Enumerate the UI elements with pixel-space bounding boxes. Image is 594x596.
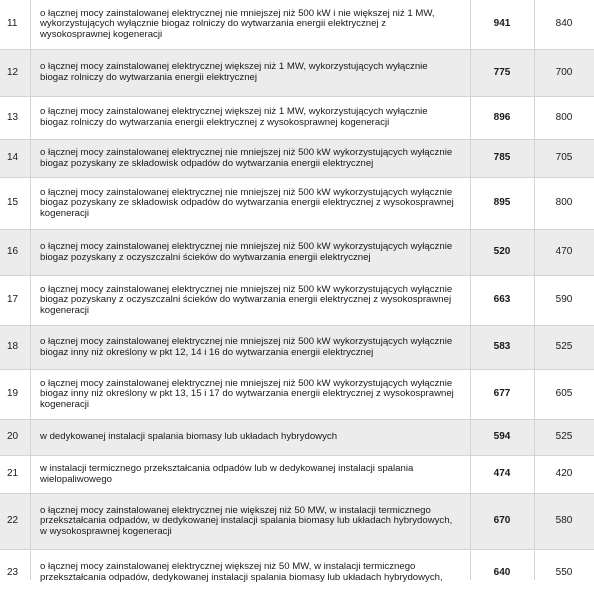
table-row: [0, 50, 594, 97]
max-price: 775: [493, 66, 511, 78]
row-description: o łącznej mocy zainstalowanej elektrycznej nie mniejszej niż 500 kW i nie większej niż 1 MW, wykorzystujących wyłącznie biogaz rolniczy do wytwarzania energii elektrycznej z wysokosprawnej kogeneracji: [40, 7, 435, 40]
max-price: 785: [493, 152, 511, 164]
row-description: o łącznej mocy zainstalowanej elektrycznej większej niż 50 MW, w instalacji termicznego przekształcania odpadów, dedykowanej instalacji spalania biomasy lub układach hybrydowych,: [40, 561, 443, 583]
row-description: o łącznej mocy zainstalowanej elektrycznej nie mniejszej niż 500 kW wykorzystujących wyłącznie biogaz pozyskany z oczyszczalni ścieków do wytwarzania energii elektrycznej z wysokosprawnej kogeneracji: [40, 283, 453, 316]
max-price: 895: [493, 197, 511, 209]
row-number: 19: [7, 388, 19, 400]
reference-price: 800: [555, 197, 573, 209]
max-price: 640: [493, 566, 511, 578]
row-description: o łącznej mocy zainstalowanej elektrycznej nie większej niż 50 MW, w instalacji termicznego przekształcania odpadów, w dedykowanej instalacji spalania biomasy lub układach hybrydowych, w wysokosprawnej kogeneracji: [40, 504, 453, 537]
row-number: 22: [7, 515, 19, 527]
reference-price: 580: [555, 515, 573, 527]
max-price: 474: [493, 468, 511, 480]
row-description: o łącznej mocy zainstalowanej elektrycznej nie mniejszej niż 500 kW wykorzystujących wyłącznie biogaz inny niż określony w pkt 13, 15 i 17 do wytwarzania energii elektrycznej z wysokosprawnej kogeneracji: [40, 377, 454, 410]
max-price: 520: [493, 246, 511, 258]
row-number: 14: [7, 152, 19, 164]
table-row: [0, 420, 594, 456]
max-price: 670: [493, 515, 511, 527]
table-row: [0, 276, 594, 326]
table-row: [0, 97, 594, 140]
row-number: 17: [7, 294, 19, 306]
table-row: [0, 494, 594, 550]
max-price: 677: [493, 388, 511, 400]
max-price: 583: [493, 341, 511, 353]
row-number: 16: [7, 246, 19, 258]
table-row: [0, 0, 594, 50]
max-price: 896: [493, 111, 511, 123]
row-description: o łącznej mocy zainstalowanej elektrycznej nie mniejszej niż 500 kW wykorzystujących wyłącznie biogaz inny niż określony w pkt 12, 14 i 16 do wytwarzania energii elektrycznej: [40, 335, 453, 358]
table-row: [0, 230, 594, 276]
row-description: o łącznej mocy zainstalowanej elektrycznej nie mniejszej niż 500 kW wykorzystujących wyłącznie biogaz pozyskany ze składowisk odpadów do wytwarzania energii elektrycznej: [40, 146, 453, 169]
row-number: 12: [7, 66, 19, 78]
reference-price: 700: [555, 66, 573, 78]
row-number: 20: [7, 431, 19, 443]
max-price: 663: [493, 294, 511, 306]
row-description: w instalacji termicznego przekształcania odpadów lub w dedykowanej instalacji spalania wielopaliwowego: [40, 462, 414, 485]
table-row: [0, 456, 594, 494]
row-description: w dedykowanej instalacji spalania biomasy lub układach hybrydowych: [40, 431, 338, 443]
table-row: [0, 370, 594, 420]
row-description: o łącznej mocy zainstalowanej elektrycznej większej niż 1 MW, wykorzystujących wyłącznie biogaz rolniczy do wytwarzania energii elektrycznej: [40, 61, 428, 83]
reference-price: 840: [555, 18, 573, 30]
reference-price: 590: [555, 294, 573, 306]
column-divider: [30, 0, 31, 580]
max-price: 941: [493, 18, 511, 30]
column-divider: [534, 0, 535, 580]
row-number: 23: [7, 566, 19, 578]
reference-price: 420: [555, 468, 573, 480]
reference-price: 525: [555, 341, 573, 353]
table-row: [0, 140, 594, 178]
row-number: 18: [7, 341, 19, 353]
column-divider: [470, 0, 471, 580]
reference-price: 800: [555, 111, 573, 123]
reference-price: 605: [555, 388, 573, 400]
table-row: [0, 550, 594, 596]
table-row: [0, 178, 594, 230]
reference-price: 470: [555, 246, 573, 258]
row-number: 13: [7, 111, 19, 123]
row-number: 21: [7, 468, 19, 480]
table-row: [0, 326, 594, 370]
max-price: 594: [493, 431, 511, 443]
reference-price: 525: [555, 431, 573, 443]
row-description: o łącznej mocy zainstalowanej elektrycznej nie mniejszej niż 500 kW wykorzystujących wyłącznie biogaz pozyskany ze składowisk odpadów do wytwarzania energii elektrycznej z wysokosprawnej kogeneracji: [40, 186, 454, 219]
row-description: o łącznej mocy zainstalowanej elektrycznej nie mniejszej niż 500 kW wykorzystujących wyłącznie biogaz pozyskany z oczyszczalni ścieków do wytwarzania energii elektrycznej: [40, 240, 453, 263]
row-number: 15: [7, 197, 19, 209]
reference-price: 705: [555, 152, 573, 164]
row-description: o łącznej mocy zainstalowanej elektrycznej większej niż 1 MW, wykorzystujących wyłącznie biogaz rolniczy do wytwarzania energii elektrycznej z wysokosprawnej kogeneracji: [40, 106, 428, 128]
row-number: 11: [7, 18, 18, 30]
reference-price: 550: [555, 566, 573, 578]
